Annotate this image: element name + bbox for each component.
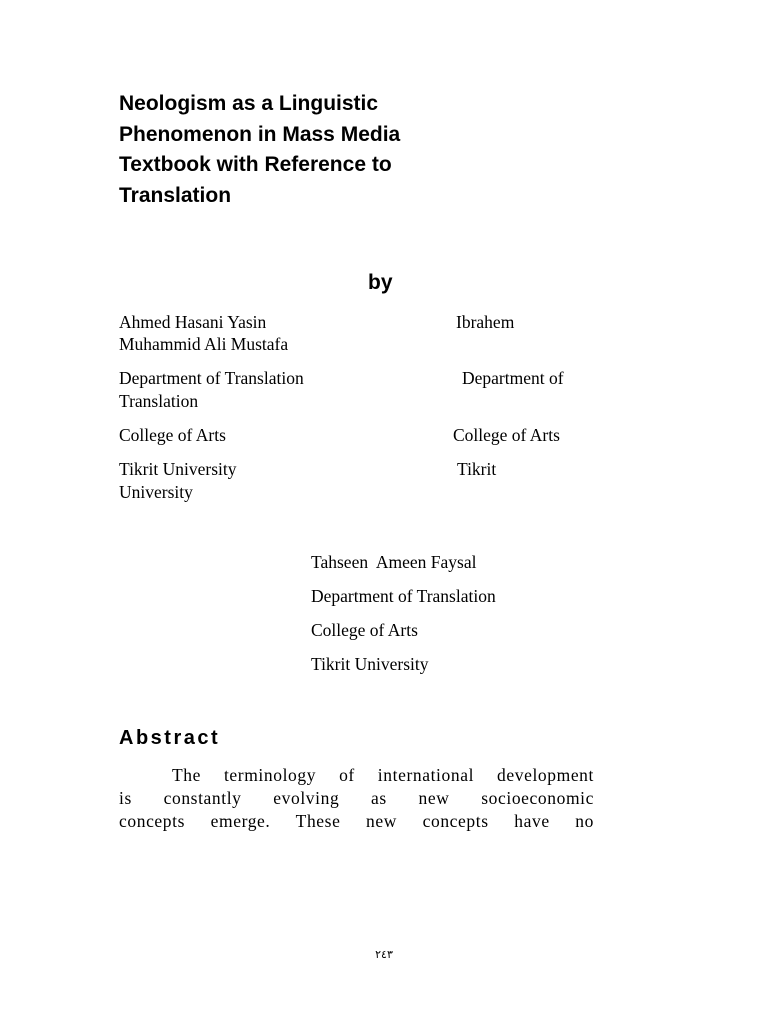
abstract-text — [119, 764, 594, 833]
title-line-2: Phenomenon in Mass Media — [119, 122, 401, 146]
title-line-4: Translation — [119, 183, 232, 207]
author-1-name: Ahmed Hasani Yasin — [119, 312, 267, 332]
title-line-3: Textbook with Reference to — [119, 153, 392, 176]
title-line-1: Neologism as a Linguistic — [119, 92, 379, 115]
author-2-name-part-2: Muhammid Ali Mustafa — [119, 334, 289, 354]
author-1-college: College of Arts — [119, 425, 226, 445]
author-3-college: College of Arts — [311, 620, 418, 640]
author-2-university-part-2: University — [119, 482, 193, 502]
author-1-department: Department of Translation — [119, 368, 304, 388]
abstract-heading: Abstract — [119, 727, 221, 749]
abstract-line-1: The terminology of international development — [172, 765, 594, 785]
author-3-name: Tahseen Ameen Faysal — [311, 552, 477, 572]
author-2-college: College of Arts — [453, 425, 560, 445]
paper-title — [119, 89, 679, 211]
author-3-university: Tikrit University — [311, 654, 429, 674]
abstract-line-3: concepts emerge. These new concepts have no — [119, 811, 594, 831]
by-label: by — [368, 271, 393, 294]
author-2-department-part-1: Department of — [462, 368, 564, 388]
author-3-department: Department of Translation — [311, 586, 496, 606]
author-2-university-part-1: Tikrit — [457, 459, 497, 479]
author-1-university: Tikrit University — [119, 459, 237, 479]
author-2-name-part-1: Ibrahem — [456, 312, 515, 332]
abstract-line-2: is constantly evolving as new socioeconomic — [119, 788, 594, 808]
page-number: ٢٤٣ — [375, 948, 393, 961]
author-2-department-part-2: Translation — [119, 391, 199, 411]
